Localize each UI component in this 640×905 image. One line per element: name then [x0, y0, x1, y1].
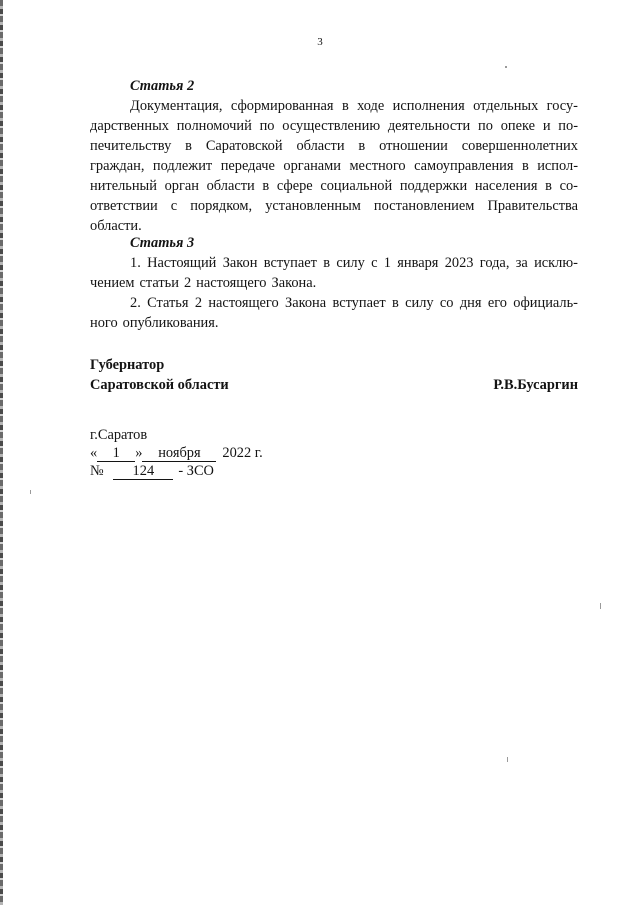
- word: со: [439, 295, 454, 311]
- word: по: [478, 118, 493, 134]
- word: вступает: [332, 295, 386, 311]
- number-line: [90, 462, 263, 480]
- word: Статья: [147, 295, 189, 311]
- word: полномочий: [176, 118, 252, 134]
- word: отношении: [379, 138, 448, 154]
- text-line: [90, 273, 578, 293]
- word: исполнения: [392, 98, 465, 114]
- word: поддержки: [399, 178, 468, 194]
- word: самоуправления: [414, 158, 514, 174]
- word: с: [170, 198, 178, 214]
- word: населения: [474, 178, 538, 194]
- word: Закон: [222, 255, 258, 271]
- word: дня: [459, 295, 482, 311]
- word: совершеннолетних: [461, 138, 578, 154]
- word: силу: [405, 295, 434, 311]
- word: испол-: [537, 158, 578, 174]
- document-place-date: [90, 426, 263, 480]
- word: орган: [164, 178, 199, 194]
- word: в: [358, 138, 366, 154]
- city: г.Саратов: [90, 427, 148, 443]
- text-line: [90, 136, 578, 156]
- text-line: [90, 253, 578, 273]
- word: с: [371, 255, 378, 271]
- text-line: [90, 293, 578, 313]
- word: в: [341, 98, 349, 114]
- word: Настоящий: [147, 255, 217, 271]
- signature-title: [90, 355, 229, 395]
- word: силу: [336, 255, 365, 271]
- text-line: [90, 116, 578, 136]
- text-line: [90, 176, 578, 196]
- word: вступает: [263, 255, 317, 271]
- document-number: 124: [113, 464, 173, 480]
- date-month: ноября: [142, 446, 216, 462]
- word: области.: [90, 218, 142, 234]
- word: подлежит: [152, 158, 213, 174]
- article-2-heading: Статья 2: [130, 78, 195, 94]
- word: госу-: [546, 98, 578, 114]
- word: в: [185, 138, 192, 154]
- word: по: [259, 118, 275, 134]
- word: января: [397, 255, 439, 271]
- word: 2: [194, 295, 203, 311]
- word: Документация,: [130, 98, 223, 114]
- word: деятельности: [387, 118, 471, 134]
- word: Закона: [285, 295, 327, 311]
- word: года,: [479, 255, 510, 271]
- word: 2023: [444, 255, 474, 271]
- word: и: [542, 118, 551, 134]
- word: в: [262, 178, 270, 194]
- article-3-body: [90, 253, 578, 333]
- article-3-heading: Статья 3: [130, 235, 195, 251]
- word: настоящего: [208, 295, 279, 311]
- word: в: [323, 255, 331, 271]
- text-line: [90, 313, 578, 333]
- word: в: [545, 178, 552, 194]
- word: 2: [183, 275, 192, 291]
- article-2: [90, 76, 578, 236]
- word: области: [296, 138, 345, 154]
- word: его: [487, 295, 507, 311]
- word: ответствии: [90, 198, 158, 214]
- word: статьи: [139, 275, 179, 291]
- signature-title-line2: Саратовской области: [90, 377, 229, 393]
- text-line: [90, 156, 578, 176]
- word: по-: [558, 118, 578, 134]
- date-year: 2022 г.: [222, 445, 263, 461]
- word: передаче: [220, 158, 275, 174]
- word: сфере: [276, 178, 313, 194]
- word: настоящего: [196, 275, 267, 291]
- word: сформированная: [230, 98, 334, 114]
- word: 1.: [130, 255, 141, 271]
- signature-name: Р.В.Бусаргин: [493, 377, 578, 393]
- word: за: [515, 255, 528, 271]
- word: опубликования.: [122, 315, 219, 331]
- word: Саратовской: [205, 138, 283, 154]
- word: социальной: [320, 178, 393, 194]
- date-close-quote: »: [135, 445, 143, 461]
- word: граждан,: [90, 158, 145, 174]
- article-2-body: [90, 96, 578, 236]
- word: исклю-: [534, 255, 578, 271]
- word: чением: [90, 275, 135, 291]
- scan-speck: [600, 603, 601, 609]
- word: осуществлению: [282, 118, 381, 134]
- date-day: 1: [97, 446, 135, 462]
- word: постановлением: [373, 198, 475, 214]
- word: отдельных: [473, 98, 539, 114]
- scan-edge: [0, 0, 3, 905]
- word: Закона.: [271, 275, 317, 291]
- word: установленным: [265, 198, 361, 214]
- word: в: [391, 295, 399, 311]
- number-suffix: - ЗСО: [178, 463, 214, 479]
- word: дарственных: [90, 118, 169, 134]
- date-open-quote: «: [90, 445, 98, 461]
- article-3: [90, 233, 578, 333]
- word: ходе: [357, 98, 385, 114]
- page-number: 3: [317, 36, 323, 48]
- word: 1: [383, 255, 391, 271]
- word: Правительства: [487, 198, 578, 214]
- word: со-: [559, 178, 578, 194]
- word: органами: [283, 158, 341, 174]
- word: нительный: [90, 178, 157, 194]
- word: печительству: [90, 138, 172, 154]
- text-line: [90, 96, 578, 116]
- word: порядком,: [190, 198, 253, 214]
- text-line: [90, 196, 578, 216]
- word: местного: [349, 158, 406, 174]
- word: ного: [90, 315, 118, 331]
- word: в: [521, 158, 529, 174]
- scan-speck: [507, 757, 508, 762]
- word: опеке: [500, 118, 536, 134]
- word: 2.: [130, 295, 141, 311]
- scan-speck: [505, 66, 507, 68]
- signature-title-line1: Губернатор: [90, 357, 165, 373]
- word: области: [206, 178, 255, 194]
- scan-speck: [30, 490, 31, 494]
- number-label: №: [90, 463, 104, 479]
- date-line: [90, 444, 263, 462]
- word: официаль-: [513, 295, 578, 311]
